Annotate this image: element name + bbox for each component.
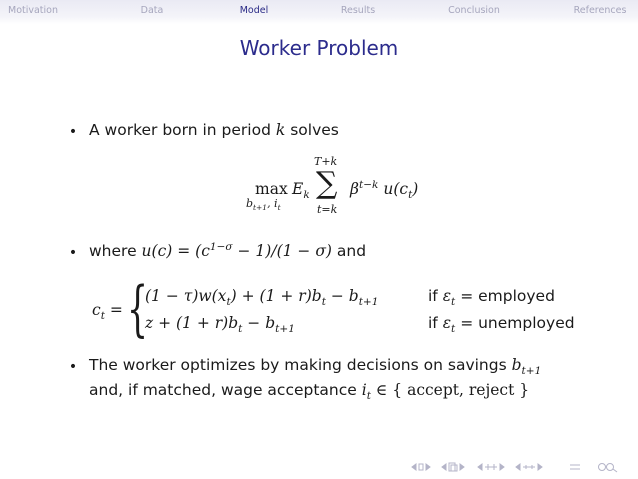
acceptance-expression: $i_t$ ∈ { accept, reject } <box>361 381 530 403</box>
bullet-3-line-1: The worker optimizes by making decisions on savings $b_{t+1}$ <box>89 356 542 378</box>
nav-data[interactable]: Data <box>140 5 164 16</box>
sum-sign: ∑ <box>316 166 338 201</box>
bullet-3-line-2: and, if matched, wage acceptance $i_t$ ∈ { accept, reject } <box>89 381 530 403</box>
nav-frame-prev-icon[interactable] <box>442 463 464 471</box>
nav-search-icon[interactable] <box>599 464 618 473</box>
nav-motivation[interactable]: Motivation <box>7 5 59 16</box>
bullet-2-marker: • <box>68 245 78 261</box>
case-2-expression: $z + (1 + r)b_t - b_{t+1}$ <box>145 314 295 336</box>
nav-subsection-icon[interactable] <box>516 464 542 470</box>
navigation-bar <box>0 0 638 24</box>
max-operator: max <box>255 180 288 198</box>
bullet-1-var: k <box>275 121 286 139</box>
case-1-condition: if $\varepsilon_t$ = employed <box>428 287 555 309</box>
utility-formula: $u(c) = (c^{1-\sigma} - 1)/(1 - \sigma)$ <box>141 240 332 260</box>
cases-brace: { <box>127 274 149 344</box>
nav-align-icon[interactable] <box>570 465 580 469</box>
bullet-2-text: where $u(c) = (c^{1-\sigma} - 1)/(1 - \sigma)$ and <box>89 240 367 260</box>
nav-first-icon[interactable] <box>412 464 430 470</box>
bullet-1-marker: • <box>68 124 78 140</box>
case-2-condition: if $\varepsilon_t$ = unemployed <box>428 314 575 336</box>
nav-results[interactable]: Results <box>340 5 376 16</box>
bullet-1-text: A worker born in period k solves <box>89 121 339 139</box>
slide-title: Worker Problem <box>239 36 399 60</box>
cases-lhs: $c_t$ = <box>92 301 123 323</box>
max-subscript: $b_{t+1}$, $i_t$ <box>246 197 281 213</box>
nav-model[interactable]: Model <box>239 5 269 16</box>
sum-lower-limit: t=k <box>317 203 338 216</box>
navigation-controls <box>410 461 632 473</box>
sum-upper-limit: T+k <box>314 155 338 168</box>
bullet-3-marker: • <box>68 359 78 375</box>
expectation: $E_k$ <box>292 180 310 202</box>
summand: $\beta^{t-k}$ $u(c_t)$ <box>350 178 419 202</box>
savings-var: $b_{t+1}$ <box>511 356 542 378</box>
nav-references[interactable]: References <box>573 5 627 16</box>
nav-conclusion[interactable]: Conclusion <box>448 5 500 16</box>
case-1-expression: $(1 - \tau)w(x_t) + (1 + r)b_t - b_{t+1}$ <box>145 287 379 309</box>
nav-section-icon[interactable] <box>478 464 504 470</box>
